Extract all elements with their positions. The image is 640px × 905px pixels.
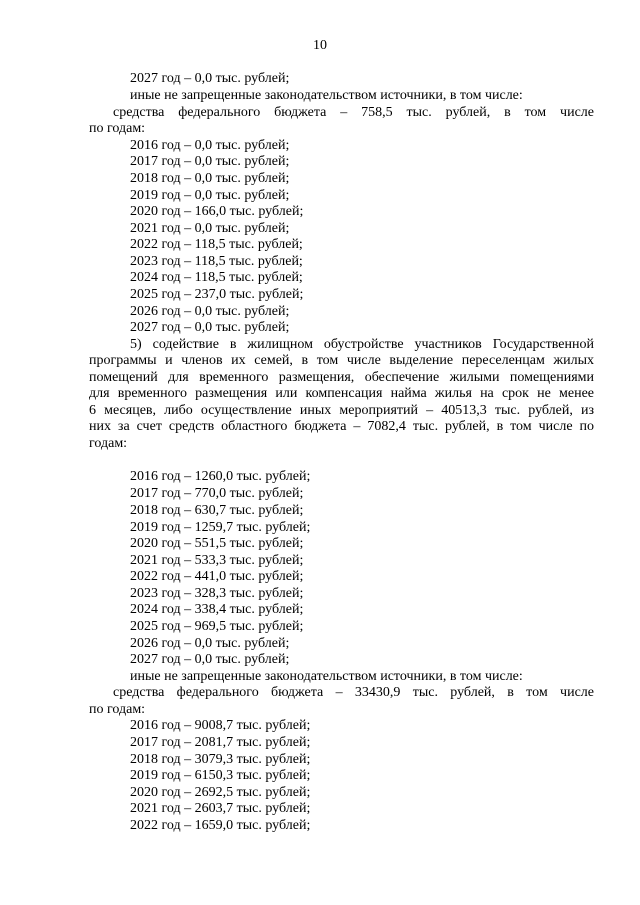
year-line: 2018 год – 0,0 тыс. рублей; [130,171,290,186]
year-line: 2018 год – 3079,3 тыс. рублей; [130,752,311,767]
text-line: помещений для временного размещения, обеспечение жилыми помещениями [89,370,594,385]
year-line: 2021 год – 533,3 тыс. рублей; [130,553,304,568]
text-line: иные не запрещенные законодательством источники, в том числе: [130,669,523,684]
text-line: по годам: [89,702,146,717]
year-line: 2019 год – 1259,7 тыс. рублей; [130,520,311,535]
year-line: 2021 год – 2603,7 тыс. рублей; [130,801,311,816]
year-line: 2017 год – 770,0 тыс. рублей; [130,486,304,501]
year-line: 2024 год – 118,5 тыс. рублей; [130,270,303,285]
text-line: годам: [89,436,128,451]
text-line: средства федерального бюджета – 33430,9 тыс. рублей, в том числе [113,685,594,700]
year-line: 2017 год – 2081,7 тыс. рублей; [130,735,311,750]
year-line: 2023 год – 118,5 тыс. рублей; [130,254,303,269]
year-line: 2016 год – 9008,7 тыс. рублей; [130,718,311,733]
year-line: 2020 год – 166,0 тыс. рублей; [130,204,304,219]
text-line: по годам: [89,121,146,136]
year-line: 2022 год – 441,0 тыс. рублей; [130,569,304,584]
year-line: 2026 год – 0,0 тыс. рублей; [130,636,290,651]
year-line: 2020 год – 551,5 тыс. рублей; [130,536,304,551]
year-line: 2026 год – 0,0 тыс. рублей; [130,304,290,319]
page-number: 10 [313,38,327,53]
text-line: программы и членов их семей, в том числе выделение переселенцам жилых [89,353,594,368]
year-line: 2025 год – 237,0 тыс. рублей; [130,287,304,302]
text-line: иные не запрещенные законодательством источники, в том числе: [130,88,523,103]
year-line: 2020 год – 2692,5 тыс. рублей; [130,785,311,800]
text-line: 6 месяцев, либо осуществление иных мероприятий – 40513,3 тыс. рублей, из [89,403,594,418]
year-line: 2019 год – 6150,3 тыс. рублей; [130,768,311,783]
year-line: 2023 год – 328,3 тыс. рублей; [130,586,304,601]
year-line: 2017 год – 0,0 тыс. рублей; [130,154,290,169]
year-line: 2022 год – 1659,0 тыс. рублей; [130,818,311,833]
text-line: них за счет средств областного бюджета – 7082,4 тыс. рублей, в том числе по [89,419,594,434]
text-line: 2027 год – 0,0 тыс. рублей; [130,71,290,86]
year-line: 2016 год – 0,0 тыс. рублей; [130,138,290,153]
year-line: 2018 год – 630,7 тыс. рублей; [130,503,304,518]
text-line: средства федерального бюджета – 758,5 тыс. рублей, в том числе [113,105,594,120]
text-line: для временного размещения или компенсация найма жилья на срок не менее [89,386,594,401]
year-line: 2024 год – 338,4 тыс. рублей; [130,602,304,617]
year-line: 2021 год – 0,0 тыс. рублей; [130,221,290,236]
text-line: 5) содействие в жилищном обустройстве участников Государственной [130,337,594,352]
year-line: 2016 год – 1260,0 тыс. рублей; [130,469,311,484]
year-line: 2019 год – 0,0 тыс. рублей; [130,188,290,203]
year-line: 2022 год – 118,5 тыс. рублей; [130,237,303,252]
year-line: 2027 год – 0,0 тыс. рублей; [130,652,290,667]
year-line: 2025 год – 969,5 тыс. рублей; [130,619,304,634]
year-line: 2027 год – 0,0 тыс. рублей; [130,320,290,335]
